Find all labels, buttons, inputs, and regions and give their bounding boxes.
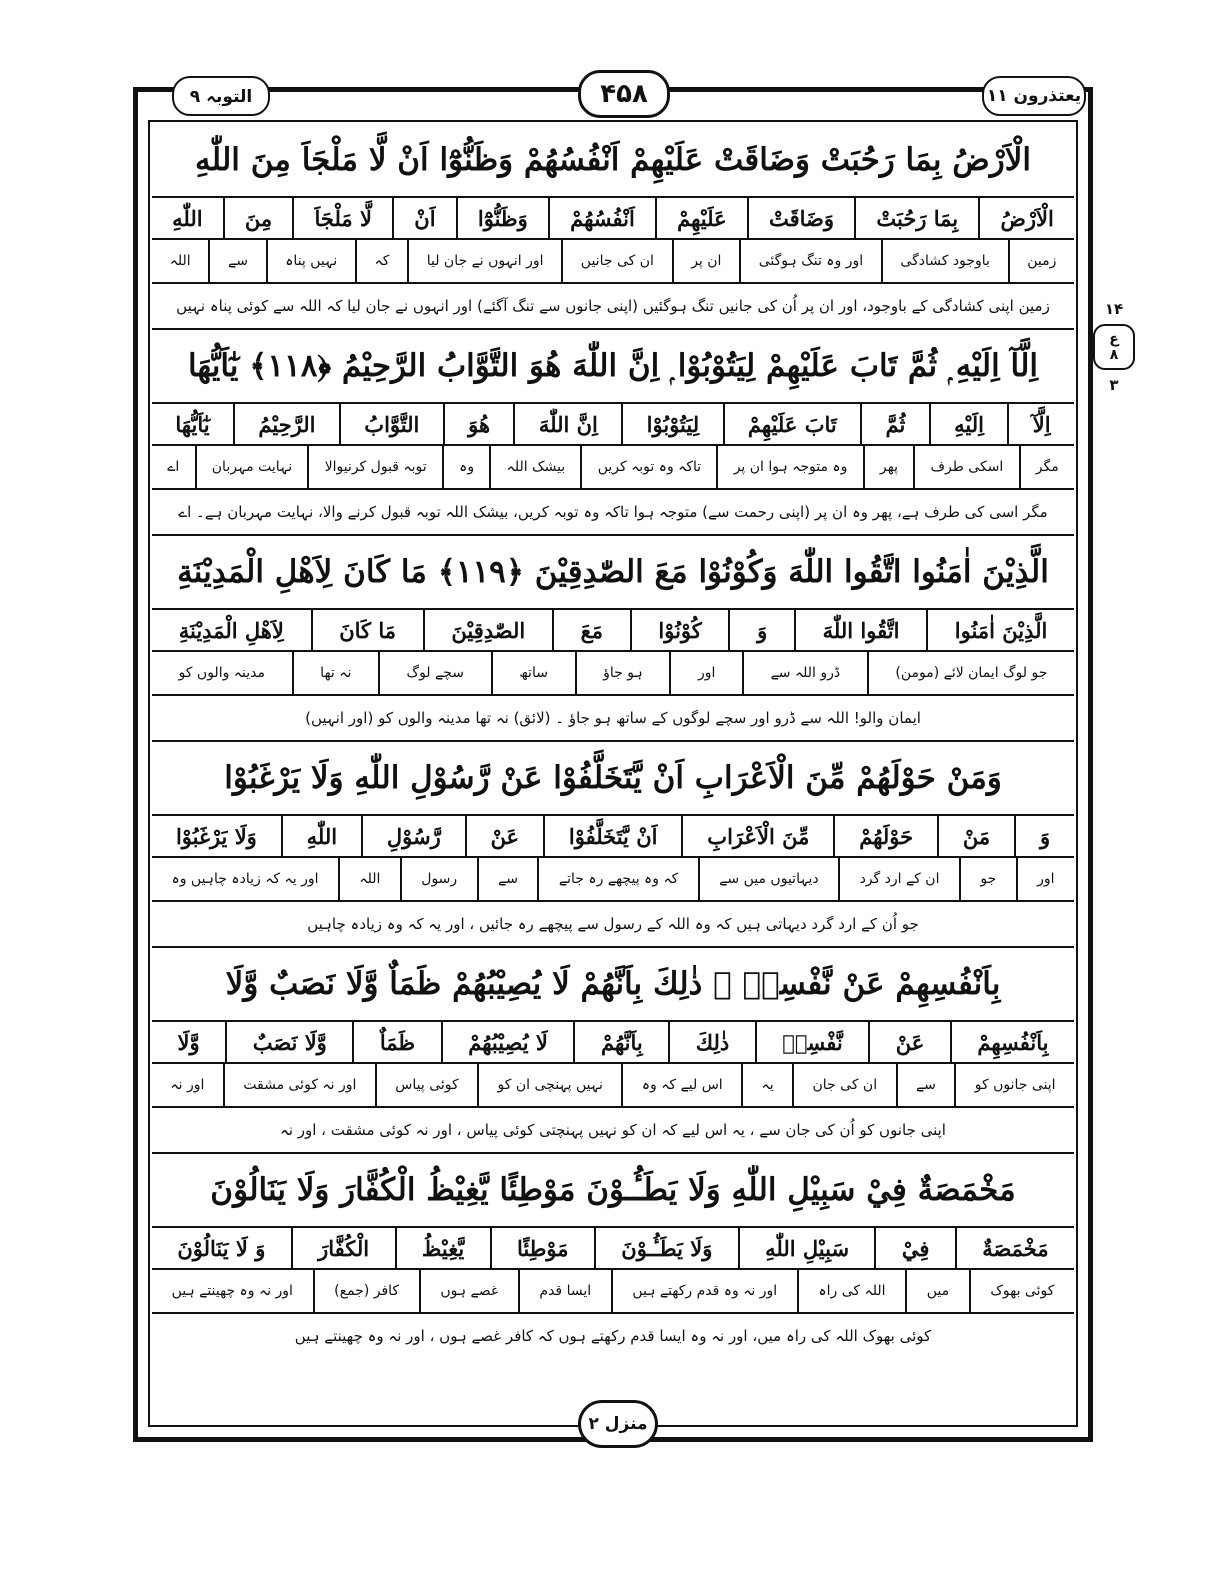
meaning-cell: اے	[167, 459, 180, 475]
translation-line: اپنی جانوں کو اُن کی جان سے ، یہ اس لیے کہ ان کو نہیں پہنچتی کوئی پیاس ، اور نہ کوئی مشقت ، اور نہ	[152, 1108, 1074, 1154]
meaning-cell: اور نہ کوئی مشقت	[223, 1064, 375, 1106]
side-marks	[1090, 296, 1138, 398]
meaning-cell: دیہاتیوں میں سے	[698, 858, 838, 900]
word-cell: اللّٰهِ	[172, 205, 203, 231]
meaning-cell: اور نہ وہ قدم رکھتے ہیں	[611, 1270, 797, 1312]
word-cell: اَنْفُسُهُمْ	[548, 198, 655, 238]
word-row	[152, 404, 1074, 446]
meaning-cell: سے	[208, 240, 265, 282]
arabic-verse-line: بِاَنْفُسِهِمْ عَنْ نَّفْسِهٖ ۭ ذٰلِكَ بِاَنَّهُمْ لَا يُصِيْبُهُمْ ظَمَاٌ وَّلَا نَصَبٌ وَّلَا	[152, 948, 1074, 1022]
word-cell: وَظَنُّوْٓا	[456, 198, 548, 238]
meaning-cell: کہ	[355, 240, 407, 282]
meaning-cell: ساتھ	[491, 652, 575, 694]
word-cell: عَنْ	[465, 816, 543, 856]
meaning-cell: اور	[669, 652, 742, 694]
word-cell: اِلَيْهِ	[929, 404, 1008, 444]
word-row	[152, 816, 1074, 858]
meaning-cell: اللہ کی راہ	[797, 1270, 905, 1312]
word-cell: مَنْ	[937, 816, 1014, 856]
meaning-cell: ایسا قدم	[518, 1270, 611, 1312]
meaning-cell: اور نہ وہ چھینتے ہیں	[171, 1283, 293, 1299]
word-cell: اِلَّآ	[1007, 404, 1074, 444]
word-cell: لِاَهْلِ الْمَدِيْنَةِ	[178, 617, 284, 643]
word-cell: وَ	[1014, 816, 1074, 856]
translation-line: ایمان والو! اللہ سے ڈرو اور سچے لوگوں کے ساتھ ہو جاؤ ۔ (لائق) نہ تھا مدینہ والوں کو (اور انہیں)	[152, 696, 1074, 742]
meaning-row	[152, 1270, 1074, 1314]
meaning-cell: ان کی جان	[792, 1064, 895, 1106]
word-cell: مَخْمَصَةٌ	[955, 1228, 1074, 1268]
meaning-cell: اور	[1016, 858, 1074, 900]
meaning-cell: جو	[959, 858, 1016, 900]
word-cell: وَ لَا يَنَالُوْنَ	[177, 1235, 266, 1261]
page-number: ۴۵۸	[578, 70, 670, 118]
meaning-cell: کافر (جمع)	[313, 1270, 419, 1312]
translation-line: جو اُن کے ارد گرد دیہاتی ہیں کہ وہ اللہ کے رسول سے پیچھے رہ جائیں ، اور یہ کہ وہ زیادہ چاہیں	[152, 902, 1074, 948]
meaning-cell: اس لیے کہ وہ	[621, 1064, 741, 1106]
ayat-count-mark: ۱۴	[1104, 300, 1124, 318]
ruku-sub-mark: ۳	[1109, 376, 1119, 394]
meaning-cell: وہ	[442, 446, 489, 488]
meaning-row	[152, 652, 1074, 696]
word-cell: اتَّقُوا اللّٰهَ	[794, 610, 926, 650]
word-cell: مَوْطِئًا	[490, 1228, 594, 1268]
word-cell: مَا كَانَ	[311, 610, 423, 650]
word-cell: وَضَاقَتْ	[747, 198, 854, 238]
meaning-cell: مدینہ والوں کو	[178, 665, 265, 681]
word-cell: ظَمَاٌ	[352, 1022, 440, 1062]
word-cell: ذٰلِكَ	[668, 1022, 755, 1062]
translation-line: کوئی بھوک اللہ کی راہ میں، اور نہ وہ ایسا قدم رکھتے ہوں کہ کافر غصے ہوں ، اور نہ وہ چھینتے ہیں	[294, 1327, 932, 1345]
meaning-cell: ہو جاؤ	[575, 652, 670, 694]
word-cell: كُوْنُوْا	[630, 610, 729, 650]
meaning-cell: باوجود کشادگی	[881, 240, 1008, 282]
word-cell: اللّٰهِ	[281, 816, 361, 856]
meaning-cell: کوئی پیاس	[375, 1064, 477, 1106]
word-row	[152, 1022, 1074, 1064]
word-cell: نَّفْسِهٖ	[755, 1022, 868, 1062]
word-cell: يٰٓاَيُّهَا	[175, 411, 210, 437]
meaning-cell: غصے ہوں	[419, 1270, 518, 1312]
translation-line: مگر اسی کی طرف ہے، پھر وہ ان پر (اپنی رحمت سے) متوجہ ہوا تاکہ وہ توبہ کریں، بیشک اللہ توبہ قبول کرنے والا، نہایت مہربان ہے۔ اے	[152, 490, 1074, 536]
meaning-cell: اور انہوں نے جان لیا	[407, 240, 561, 282]
meaning-cell: سے	[896, 1064, 955, 1106]
word-cell: الرَّحِيْمُ	[233, 404, 339, 444]
word-cell: حَوْلَهُمْ	[833, 816, 937, 856]
word-cell: اَنْ	[392, 198, 456, 238]
meaning-cell: کوئی بھوک	[969, 1270, 1074, 1312]
meaning-cell: اور وہ تنگ ہوگئی	[739, 240, 881, 282]
word-cell: ثُمَّ	[860, 404, 929, 444]
word-cell: مِّنَ الْاَعْرَابِ	[681, 816, 833, 856]
word-cell: لِيَتُوْبُوْا	[621, 404, 722, 444]
word-cell: الصّٰدِقِيْنَ	[423, 610, 552, 650]
word-cell: الَّذِيْنَ اٰمَنُوا	[926, 610, 1074, 650]
meaning-row	[152, 858, 1074, 902]
meaning-cell: ان کے ارد گرد	[838, 858, 959, 900]
arabic-verse-line: مَخْمَصَةٌ فِيْ سَبِيْلِ اللّٰهِ وَلَا يَطَـُٔـوْنَ مَوْطِئًا يَّغِيْظُ الْكُفَّارَ وَلَا يَنَالُوْنَ	[152, 1154, 1074, 1228]
word-cell: وَلَا يَرْغَبُوْا	[175, 823, 257, 849]
word-cell: سَبِيْلِ اللّٰهِ	[738, 1228, 875, 1268]
meaning-cell: زمین	[1008, 240, 1074, 282]
page-content	[152, 124, 1074, 1358]
meaning-cell: ان کی جانیں	[561, 240, 671, 282]
arabic-verse-line: اِلَّآ اِلَيْهِ ۭ ثُمَّ تَابَ عَلَيْهِمْ لِيَتُوْبُوْا ۭ اِنَّ اللّٰهَ هُوَ التَّوَّابُ الرَّحِيْمُ ﴿۱۱۸﴾ يٰٓاَيُّهَا	[152, 330, 1074, 404]
meaning-cell: بیشک اللہ	[489, 446, 580, 488]
meaning-cell: وہ متوجہ ہوا ان پر	[716, 446, 862, 488]
meaning-cell: نہ تھا	[292, 652, 378, 694]
meaning-cell: نہایت مہربان	[195, 446, 308, 488]
meaning-cell: اور یہ کہ زیادہ چاہیں وہ	[171, 871, 319, 887]
word-cell: وَ	[728, 610, 794, 650]
translation-line: زمین اپنی کشادگی کے باوجود، اور ان پر اُن کی جانیں تنگ ہوگئیں (اپنی جانوں سے تنگ آگئے) اور انہوں نے جان لیا کہ اللہ سے کوئی پناہ نہیں	[152, 284, 1074, 330]
word-cell: مِنَ	[223, 198, 293, 238]
meaning-cell: اللہ	[338, 858, 400, 900]
meaning-cell: اور نہ	[170, 1077, 205, 1093]
meaning-cell: سچے لوگ	[378, 652, 491, 694]
meaning-cell: ان پر	[672, 240, 740, 282]
word-row	[152, 1228, 1074, 1270]
meaning-cell: یہ	[741, 1064, 792, 1106]
word-cell: اِنَّ اللّٰهَ	[513, 404, 621, 444]
meaning-cell: کہ وہ پیچھے رہ جاتے	[537, 858, 697, 900]
meaning-cell: رسول	[400, 858, 477, 900]
word-cell: لَا يُصِيْبُهُمْ	[441, 1022, 574, 1062]
meaning-cell: مگر	[1019, 446, 1074, 488]
word-cell: بِاَنَّهُمْ	[573, 1022, 668, 1062]
word-cell: عَنْ	[868, 1022, 950, 1062]
word-cell: وَّلَا	[177, 1029, 200, 1055]
arabic-verse-line: الَّذِيْنَ اٰمَنُوا اتَّقُوا اللّٰهَ وَكُوْنُوْا مَعَ الصّٰدِقِيْنَ ﴿۱۱۹﴾ مَا كَانَ لِاَهْلِ الْمَدِيْنَةِ	[152, 536, 1074, 610]
word-cell: التَّوَّابُ	[339, 404, 443, 444]
meaning-cell: اللہ	[169, 253, 191, 269]
manzil-label: منزل ۲	[578, 1400, 658, 1448]
meaning-row	[152, 446, 1074, 490]
word-cell: هُوَ	[443, 404, 514, 444]
meaning-row	[152, 240, 1074, 284]
ruku-mark	[1093, 324, 1135, 370]
word-cell: تَابَ عَلَيْهِمْ	[723, 404, 861, 444]
meaning-cell: توبہ قبول کرنیوالا	[307, 446, 442, 488]
word-cell: وَّلَا نَصَبٌ	[225, 1022, 352, 1062]
meaning-cell: سے	[477, 858, 538, 900]
meaning-cell: پھر	[863, 446, 914, 488]
word-cell: الْكُفَّارَ	[291, 1228, 395, 1268]
word-cell: عَلَيْهِمْ	[655, 198, 747, 238]
meaning-cell: ڈرو اللہ سے	[742, 652, 867, 694]
ruku-letter: ع	[1109, 331, 1119, 347]
word-cell: مَعَ	[552, 610, 630, 650]
word-cell: وَلَا يَطَـُٔـوْنَ	[594, 1228, 738, 1268]
meaning-cell: اسکی طرف	[913, 446, 1018, 488]
meaning-cell: نہیں پناہ	[266, 240, 355, 282]
meaning-cell: میں	[905, 1270, 969, 1312]
word-cell: بِاَنْفُسِهِمْ	[950, 1022, 1074, 1062]
arabic-verse-line: الْاَرْضُ بِمَا رَحُبَتْ وَضَاقَتْ عَلَيْهِمْ اَنْفُسُهُمْ وَظَنُّوْٓا اَنْ لَّا مَلْجَاَ مِنَ اللّٰهِ	[152, 124, 1074, 198]
meaning-row	[152, 1064, 1074, 1108]
word-cell: فِيْ	[874, 1228, 954, 1268]
word-cell: يَّغِيْظُ	[395, 1228, 490, 1268]
meaning-cell: تاکہ وہ توبہ کریں	[580, 446, 716, 488]
word-row	[152, 198, 1074, 240]
word-cell: بِمَا رَحُبَتْ	[854, 198, 978, 238]
para-name-label: یعتذرون ۱۱	[982, 76, 1086, 116]
surah-name-label: التوبہ ۹	[172, 76, 270, 116]
meaning-cell: نہیں پہنچی ان کو	[477, 1064, 621, 1106]
word-cell: رَّسُوْلِ	[361, 816, 465, 856]
ruku-number: ۸	[1109, 347, 1119, 363]
meaning-cell: جو لوگ ایمان لائے (مومن)	[867, 652, 1074, 694]
word-cell: لَّا مَلْجَاَ	[292, 198, 392, 238]
meaning-cell: اپنی جانوں کو	[954, 1064, 1074, 1106]
word-cell: الْاَرْضُ	[978, 198, 1074, 238]
word-cell: اَنْ يَّتَخَلَّفُوْا	[543, 816, 681, 856]
word-row	[152, 610, 1074, 652]
arabic-verse-line: وَمَنْ حَوْلَهُمْ مِّنَ الْاَعْرَابِ اَنْ يَّتَخَلَّفُوْا عَنْ رَّسُوْلِ اللّٰهِ وَلَا يَرْغَبُوْا	[152, 742, 1074, 816]
